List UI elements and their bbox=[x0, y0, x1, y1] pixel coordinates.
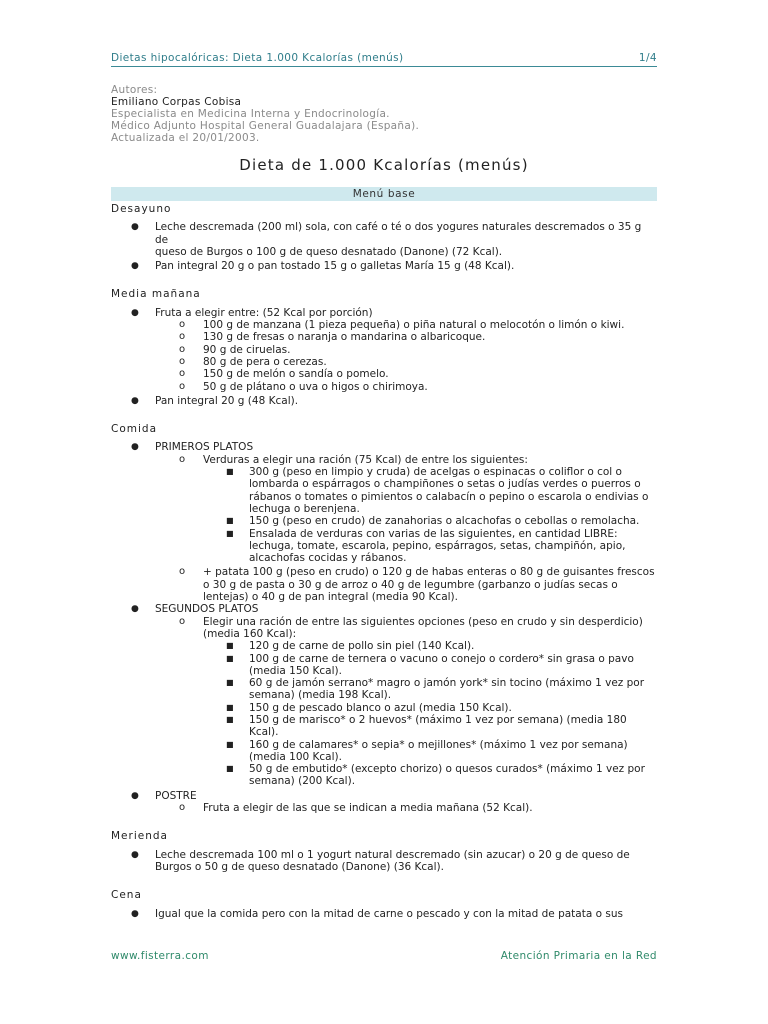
sub-sub-list-item bbox=[111, 702, 657, 714]
list-item-text: 300 g (peso en limpio y cruda) de acelgas o espinacas o coliflor o col o bbox=[249, 466, 622, 479]
list-item-text: 80 g de pera o cerezas. bbox=[203, 355, 327, 368]
list-item-text: alcachofas cocidas y rábanos. bbox=[249, 552, 407, 565]
sub-list-item bbox=[111, 616, 657, 641]
bullet-disc-icon: ● bbox=[131, 604, 139, 615]
sub-list-item bbox=[111, 454, 657, 466]
authors-label: Autores: bbox=[111, 84, 158, 96]
sub-sub-list-item bbox=[111, 640, 657, 652]
document-title: Dieta de 1.000 Kcalorías (menús) bbox=[239, 156, 529, 174]
list-item bbox=[111, 441, 657, 453]
list-item bbox=[111, 395, 657, 407]
bullet-disc-icon: ● bbox=[131, 908, 139, 919]
list-item bbox=[111, 221, 657, 258]
list-item-text: 150 g (peso en crudo) de zanahorias o alcachofas o cebollas o remolacha. bbox=[249, 515, 640, 528]
bullet-circle-icon: o bbox=[179, 319, 186, 331]
list-item-text: (media 150 Kcal). bbox=[249, 664, 342, 677]
updated-date: Actualizada el 20/01/2003. bbox=[111, 132, 260, 144]
header-title: Dietas hipocalóricas: Dieta 1.000 Kcalorías (menús) bbox=[111, 52, 404, 64]
section-heading-media-manana: Media mañana bbox=[111, 288, 201, 301]
list-item-text: 130 g de fresas o naranja o mandarina o albaricoque. bbox=[203, 331, 486, 344]
sub-sub-list-item bbox=[111, 466, 657, 515]
menu-content bbox=[111, 203, 657, 920]
list-item-text: Elegir una ración de entre las siguientes opciones (peso en crudo y sin desperdicio) bbox=[203, 615, 643, 628]
sub-sub-list-item bbox=[111, 515, 657, 527]
list-item-text: Igual que la comida pero con la mitad de carne o pescado y con la mitad de patata o sus bbox=[155, 907, 623, 920]
list-item-text: Ensalada de verduras con varias de las siguientes, en cantidad LIBRE: bbox=[249, 527, 618, 540]
bullet-circle-icon: o bbox=[179, 343, 186, 355]
list-item bbox=[111, 260, 657, 272]
list-item bbox=[111, 908, 657, 920]
list-item-text: 150 g de pescado blanco o azul (media 150 Kcal). bbox=[249, 701, 512, 714]
bullet-circle-icon: o bbox=[179, 380, 186, 392]
bullet-circle-icon: o bbox=[179, 453, 186, 465]
list-item-text: lombarda o espárragos o champiñones o setas o judías verdes o puerros o bbox=[249, 478, 641, 491]
list-item-text: + patata 100 g (peso en crudo) o 120 g de habas enteras o 80 g de guisantes frescos bbox=[203, 566, 655, 579]
list-item-text: POSTRE bbox=[155, 789, 197, 802]
list-item-text: Verduras a elegir una ración (75 Kcal) de entre los siguientes: bbox=[203, 453, 528, 466]
footer-tagline: Atención Primaria en la Red bbox=[500, 950, 657, 962]
sub-list-item bbox=[111, 368, 657, 380]
page-footer bbox=[111, 950, 657, 962]
bullet-square-icon: ■ bbox=[226, 678, 234, 688]
sub-sub-list-item bbox=[111, 714, 657, 739]
list-item-text: Pan integral 20 g (48 Kcal). bbox=[155, 394, 299, 407]
authors-block bbox=[111, 84, 419, 144]
section-heading-cena: Cena bbox=[111, 889, 142, 902]
bullet-square-icon: ■ bbox=[226, 467, 234, 477]
bullet-square-icon: ■ bbox=[226, 764, 234, 774]
bullet-square-icon: ■ bbox=[226, 516, 234, 526]
list-item bbox=[111, 849, 657, 874]
sub-list-item bbox=[111, 381, 657, 393]
list-item-text: semana) (media 198 Kcal). bbox=[249, 689, 392, 702]
list-item-text: rábanos o tomates o pimientos o calabacín o pepino o escarola o endivias o bbox=[249, 490, 649, 503]
bullet-disc-icon: ● bbox=[131, 442, 139, 453]
list-item-text: 50 g de plátano o uva o higos o chirimoya. bbox=[203, 380, 428, 393]
sub-sub-list-item bbox=[111, 528, 657, 565]
list-item-text: 50 g de embutido* (excepto chorizo) o quesos curados* (máximo 1 vez por bbox=[249, 763, 645, 776]
bullet-square-icon: ■ bbox=[226, 739, 234, 749]
author-affiliation: Médico Adjunto Hospital General Guadalajara (España). bbox=[111, 120, 420, 132]
list-item bbox=[111, 603, 657, 615]
list-item-text: (media 160 Kcal): bbox=[203, 627, 297, 640]
list-item-text: o 30 g de pasta o 30 g de arroz o 40 g de legumbre (garbanzo o judías secas o bbox=[203, 578, 618, 591]
sub-sub-list-item bbox=[111, 739, 657, 764]
author-name: Emiliano Corpas Cobisa bbox=[111, 96, 242, 108]
sub-sub-list-item bbox=[111, 677, 657, 702]
list-item-text: 150 g de melón o sandía o pomelo. bbox=[203, 368, 389, 381]
section-heading-desayuno: Desayuno bbox=[111, 203, 172, 215]
list-item-text: 120 g de carne de pollo sin piel (140 Kcal). bbox=[249, 640, 475, 653]
list-item-text: (media 100 Kcal). bbox=[249, 750, 342, 763]
sub-list-item bbox=[111, 802, 657, 814]
list-item-text: 100 g de carne de ternera o vacuno o conejo o cordero* sin grasa o pavo bbox=[249, 652, 634, 665]
list-item-text: SEGUNDOS PLATOS bbox=[155, 603, 259, 616]
sub-list-item bbox=[111, 331, 657, 343]
bullet-disc-icon: ● bbox=[131, 395, 139, 406]
list-item bbox=[111, 307, 657, 319]
bullet-disc-icon: ● bbox=[131, 222, 139, 233]
list-item-text: Kcal). bbox=[249, 726, 279, 739]
list-item-text: 60 g de jamón serrano* magro o jamón york* sin tocino (máximo 1 vez por bbox=[249, 677, 645, 690]
sub-sub-list-item bbox=[111, 653, 657, 678]
section-heading-merienda: Merienda bbox=[111, 830, 168, 843]
bullet-circle-icon: o bbox=[179, 355, 186, 367]
list-item-text: Pan integral 20 g o pan tostado 15 g o galletas María 15 g (48 Kcal). bbox=[155, 260, 515, 273]
bullet-disc-icon: ● bbox=[131, 307, 139, 318]
list-item-text: 150 g de marisco* o 2 huevos* (máximo 1 vez por semana) (media 180 bbox=[249, 713, 627, 726]
list-item-text: queso de Burgos o 100 g de queso desnatado (Danone) (72 Kcal). bbox=[155, 245, 503, 258]
bullet-disc-icon: ● bbox=[131, 849, 139, 860]
list-item-text: PRIMEROS PLATOS bbox=[155, 441, 254, 454]
menu-base-band: Menú base bbox=[111, 187, 657, 201]
bullet-square-icon: ■ bbox=[226, 702, 234, 712]
sub-list-item bbox=[111, 344, 657, 356]
page-header bbox=[111, 52, 657, 67]
bullet-square-icon: ■ bbox=[226, 528, 234, 538]
bullet-circle-icon: o bbox=[179, 331, 186, 343]
list-item-text: Leche descremada (200 ml) sola, con café o té o dos yogures naturales descremados o 35 g de bbox=[155, 221, 642, 246]
bullet-square-icon: ■ bbox=[226, 641, 234, 651]
list-item-text: Leche descremada 100 ml o 1 yogurt natural descremado (sin azucar) o 20 g de queso de bbox=[155, 848, 630, 861]
bullet-circle-icon: o bbox=[179, 802, 186, 814]
bullet-circle-icon: o bbox=[179, 566, 186, 578]
list-item-text: Fruta a elegir entre: (52 Kcal por porción) bbox=[155, 306, 373, 319]
list-item-text: 160 g de calamares* o sepia* o mejillones* (máximo 1 vez por semana) bbox=[249, 738, 628, 751]
footer-site-link[interactable]: www.fisterra.com bbox=[111, 950, 209, 962]
list-item-text: lechuga, tomate, escarola, pepino, espárragos, setas, champiñón, apio, bbox=[249, 539, 626, 552]
list-item-text: semana) (200 Kcal). bbox=[249, 775, 356, 788]
bullet-square-icon: ■ bbox=[226, 714, 234, 724]
bullet-disc-icon: ● bbox=[131, 261, 139, 272]
bullet-circle-icon: o bbox=[179, 615, 186, 627]
list-item-text: lechuga o berenjena. bbox=[249, 502, 360, 515]
list-item-text: 100 g de manzana (1 pieza pequeña) o piña natural o melocotón o limón o kiwi. bbox=[203, 319, 625, 332]
author-specialty: Especialista en Medicina Interna y Endocrinología. bbox=[111, 108, 390, 120]
list-item-text: Fruta a elegir de las que se indican a media mañana (52 Kcal). bbox=[203, 802, 533, 815]
sub-list-item bbox=[111, 319, 657, 331]
list-item bbox=[111, 790, 657, 802]
bullet-disc-icon: ● bbox=[131, 790, 139, 801]
list-item-text: 90 g de ciruelas. bbox=[203, 343, 291, 356]
page-number: 1/4 bbox=[638, 52, 657, 64]
sub-sub-list-item bbox=[111, 763, 657, 788]
bullet-square-icon: ■ bbox=[226, 653, 234, 663]
sub-list-item bbox=[111, 566, 657, 603]
sub-list-item bbox=[111, 356, 657, 368]
list-item-text: Burgos o 50 g de queso desnatado (Danone) (36 Kcal). bbox=[155, 860, 444, 873]
bullet-circle-icon: o bbox=[179, 368, 186, 380]
section-heading-comida: Comida bbox=[111, 423, 158, 436]
list-item-text: lentejas) o 40 g de pan integral (media 90 Kcal). bbox=[203, 591, 458, 604]
